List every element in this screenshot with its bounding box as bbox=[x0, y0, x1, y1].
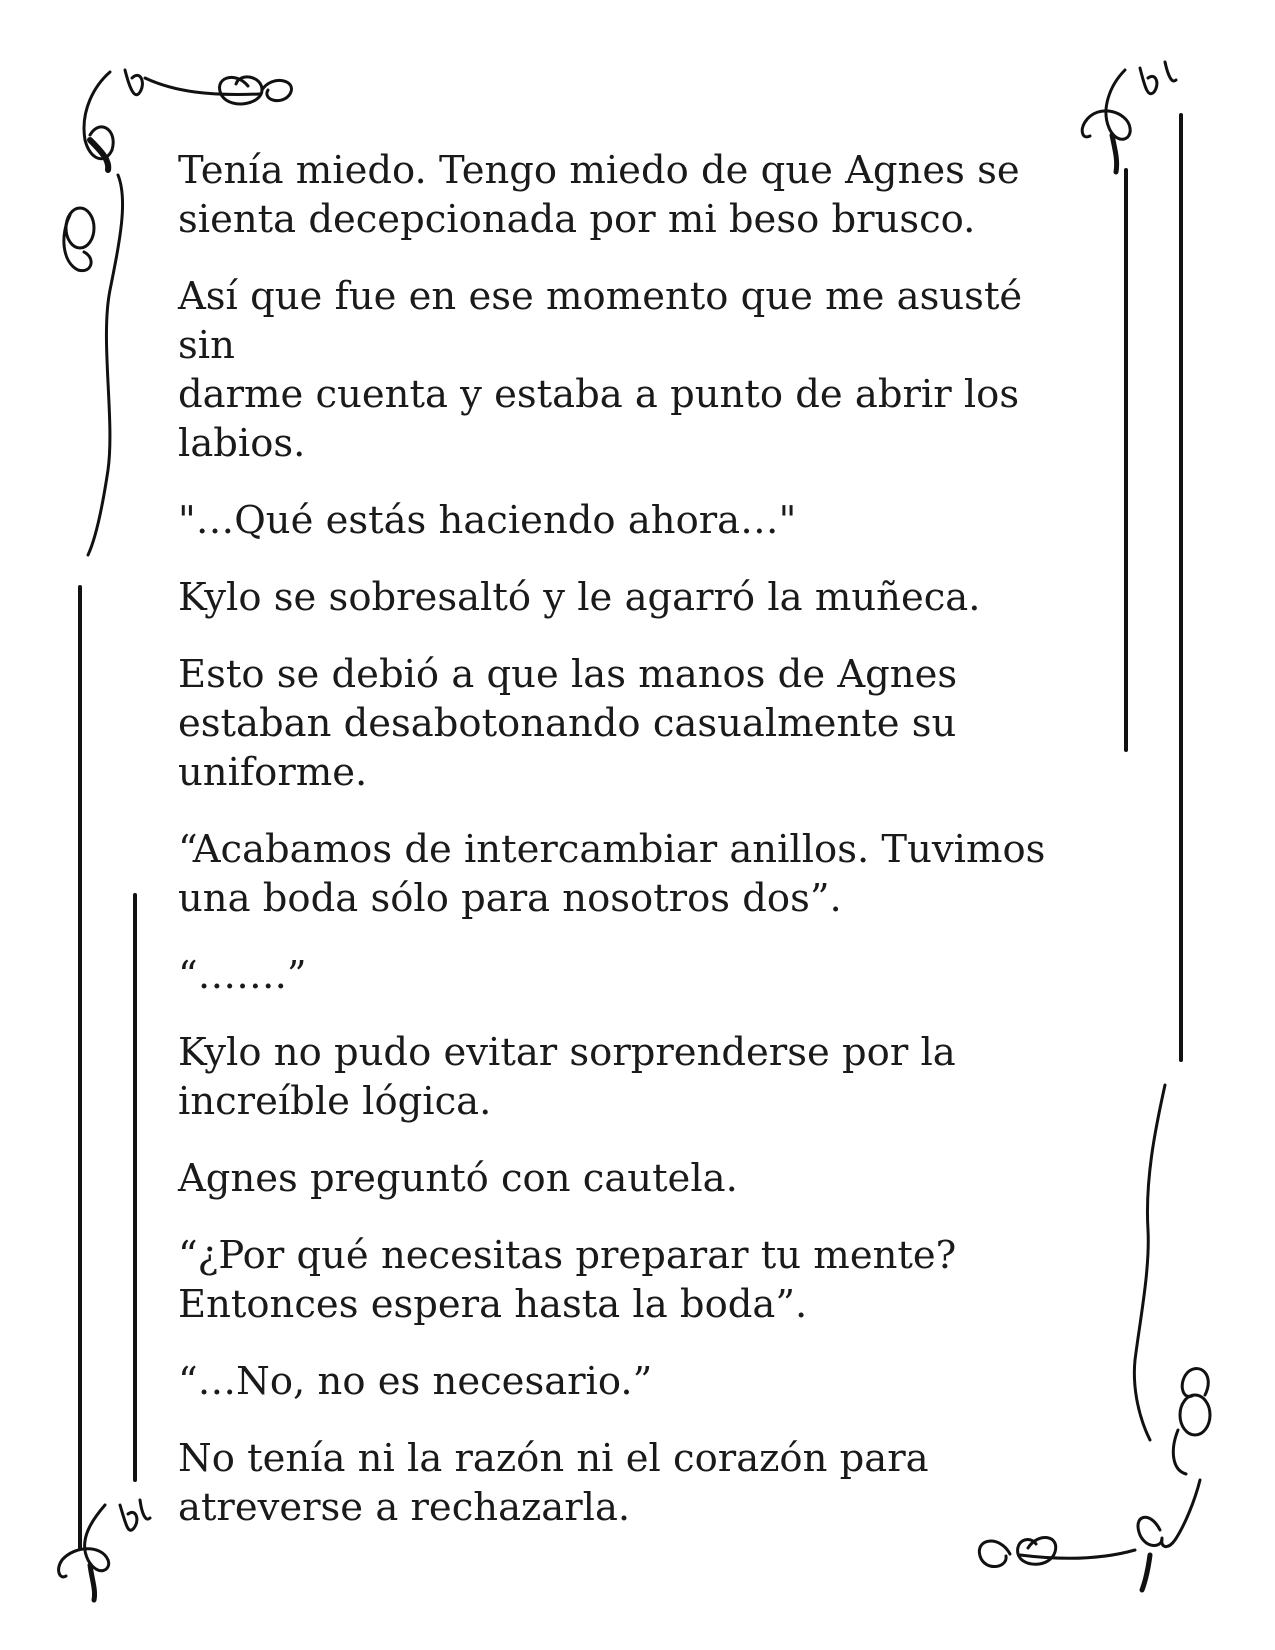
paragraph: “Acabamos de intercambiar anillos. Tuvimos una boda sólo para nosotros dos”. bbox=[178, 827, 1046, 921]
paragraph: "…Qué estás haciendo ahora…" bbox=[178, 498, 797, 543]
paragraph: Esto se debió a que las manos de Agnes estaban desabotonando casualmente su uniforme. bbox=[178, 652, 958, 795]
paragraph: No tenía ni la razón ni el corazón para atreverse a rechazarla. bbox=[178, 1436, 929, 1530]
paragraph: Así que fue en ese momento que me asusté sin darme cuenta y estaba a punto de abrir los labios. bbox=[178, 274, 1023, 466]
paragraph: Tenía miedo. Tengo miedo de que Agnes se sienta decepcionada por mi beso brusco. bbox=[178, 148, 1020, 242]
paragraph: Agnes preguntó con cautela. bbox=[178, 1156, 738, 1201]
paragraph: “¿Por qué necesitas preparar tu mente? Entonces espera hasta la boda”. bbox=[178, 1233, 957, 1327]
bottom-left-flourish bbox=[59, 1500, 150, 1600]
paragraph: “…No, no es necesario.” bbox=[178, 1359, 653, 1404]
paragraph: Kylo se sobresaltó y le agarró la muñeca. bbox=[178, 575, 981, 620]
paragraph: “…….” bbox=[178, 953, 307, 998]
top-right-flourish bbox=[1082, 62, 1176, 172]
paragraph: Kylo no pudo evitar sorprenderse por la increíble lógica. bbox=[178, 1030, 956, 1124]
body-text bbox=[178, 146, 1078, 1560]
